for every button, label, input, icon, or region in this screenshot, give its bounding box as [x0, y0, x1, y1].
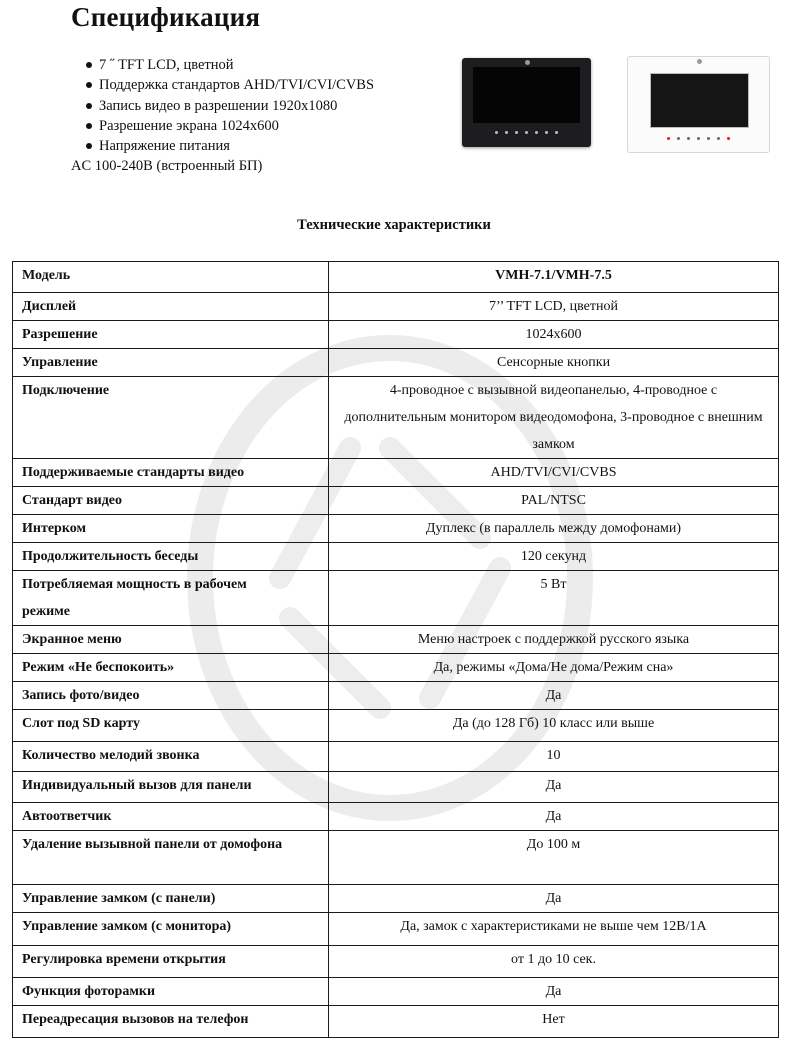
table-row [13, 487, 779, 515]
spec-label: Разрешение [13, 321, 329, 349]
table-row [13, 543, 779, 571]
spec-value: Да [329, 885, 779, 913]
spec-value: 5 Вт [329, 571, 779, 626]
table-row [13, 1006, 779, 1038]
spec-label: Индивидуальный вызов для панели [13, 772, 329, 803]
table-row [13, 803, 779, 831]
touch-buttons [462, 131, 591, 134]
white-monitor-image [627, 56, 770, 153]
spec-label: Режим «Не беспокоить» [13, 654, 329, 682]
table-row [13, 262, 779, 293]
spec-value: Да, замок с характеристиками не выше чем 12В/1А [329, 913, 779, 946]
spec-value: 7’’ TFT LCD, цветной [329, 293, 779, 321]
spec-value: PAL/NTSC [329, 487, 779, 515]
spec-label: Слот под SD карту [13, 710, 329, 742]
spec-label: Интерком [13, 515, 329, 543]
spec-value: VMH-7.1/VMH-7.5 [329, 262, 779, 293]
spec-value: Да [329, 978, 779, 1006]
spec-value: Да [329, 682, 779, 710]
spec-label: Функция фоторамки [13, 978, 329, 1006]
monitor-screen [473, 67, 580, 123]
spec-value: 120 секунд [329, 543, 779, 571]
spec-label: Дисплей [13, 293, 329, 321]
feature-item: Запись видео в разрешении 1920x1080 [86, 96, 374, 116]
spec-label: Запись фото/видео [13, 682, 329, 710]
spec-value: от 1 до 10 сек. [329, 946, 779, 978]
spec-value: До 100 м [329, 831, 779, 885]
spec-value: Нет [329, 1006, 779, 1038]
spec-label: Подключение [13, 377, 329, 459]
brand-logo-icon [525, 60, 530, 65]
feature-item-continuation: AC 100-240В (встроенный БП) [71, 158, 263, 175]
table-title: Технические характеристики [297, 217, 491, 233]
table-row [13, 978, 779, 1006]
table-row [13, 831, 779, 885]
spec-value: Меню настроек с поддержкой русского языка [329, 626, 779, 654]
spec-value: AHD/TVI/CVI/CVBS [329, 459, 779, 487]
spec-label: Продолжительность беседы [13, 543, 329, 571]
spec-value: Да (до 128 Гб) 10 класс или выше [329, 710, 779, 742]
spec-label: Регулировка времени открытия [13, 946, 329, 978]
spec-value: Да [329, 803, 779, 831]
table-row [13, 515, 779, 543]
spec-value: Дуплекс (в параллель между домофонами) [329, 515, 779, 543]
spec-value: Сенсорные кнопки [329, 349, 779, 377]
table-row [13, 710, 779, 742]
spec-label: Удаление вызывной панели от домофона [13, 831, 329, 885]
monitor-screen [650, 73, 749, 128]
table-row [13, 682, 779, 710]
spec-label: Потребляемая мощность в рабочем режиме [13, 571, 329, 626]
table-row [13, 742, 779, 772]
spec-label: Модель [13, 262, 329, 293]
brand-logo-icon [697, 59, 702, 64]
spec-label: Экранное меню [13, 626, 329, 654]
spec-label: Стандарт видео [13, 487, 329, 515]
spec-value: Да [329, 772, 779, 803]
spec-value: Да, режимы «Дома/Не дома/Режим сна» [329, 654, 779, 682]
table-row [13, 571, 779, 626]
feature-item: Поддержка стандартов AHD/TVI/CVI/CVBS [86, 75, 374, 95]
page-title: Спецификация [71, 2, 261, 32]
feature-item: 7 ˝ TFT LCD, цветной [86, 55, 374, 75]
table-row [13, 626, 779, 654]
table-row [13, 293, 779, 321]
spec-label: Управление замком (с панели) [13, 885, 329, 913]
table-row [13, 321, 779, 349]
spec-table [12, 261, 779, 1038]
feature-item: Напряжение питания [86, 136, 374, 156]
touch-buttons [628, 137, 769, 140]
spec-label: Поддерживаемые стандарты видео [13, 459, 329, 487]
spec-label: Управление [13, 349, 329, 377]
feature-list [71, 55, 375, 177]
spec-value: 10 [329, 742, 779, 772]
spec-label: Количество мелодий звонка [13, 742, 329, 772]
table-row [13, 913, 779, 946]
table-row [13, 885, 779, 913]
spec-label: Автоответчик [13, 803, 329, 831]
spec-value: 4-проводное с вызывной видеопанелью, 4-проводное с дополнительным монитором видеодомофона, 3-проводное с внешним замком [329, 377, 779, 459]
table-row [13, 349, 779, 377]
table-row [13, 946, 779, 978]
spec-label: Переадресация вызовов на телефон [13, 1006, 329, 1038]
spec-label: Управление замком (с монитора) [13, 913, 329, 946]
table-row [13, 377, 779, 459]
spec-value: 1024x600 [329, 321, 779, 349]
table-row [13, 459, 779, 487]
table-row [13, 772, 779, 803]
black-monitor-image [462, 58, 591, 147]
table-row [13, 654, 779, 682]
feature-item: Разрешение экрана 1024x600 [86, 116, 374, 136]
